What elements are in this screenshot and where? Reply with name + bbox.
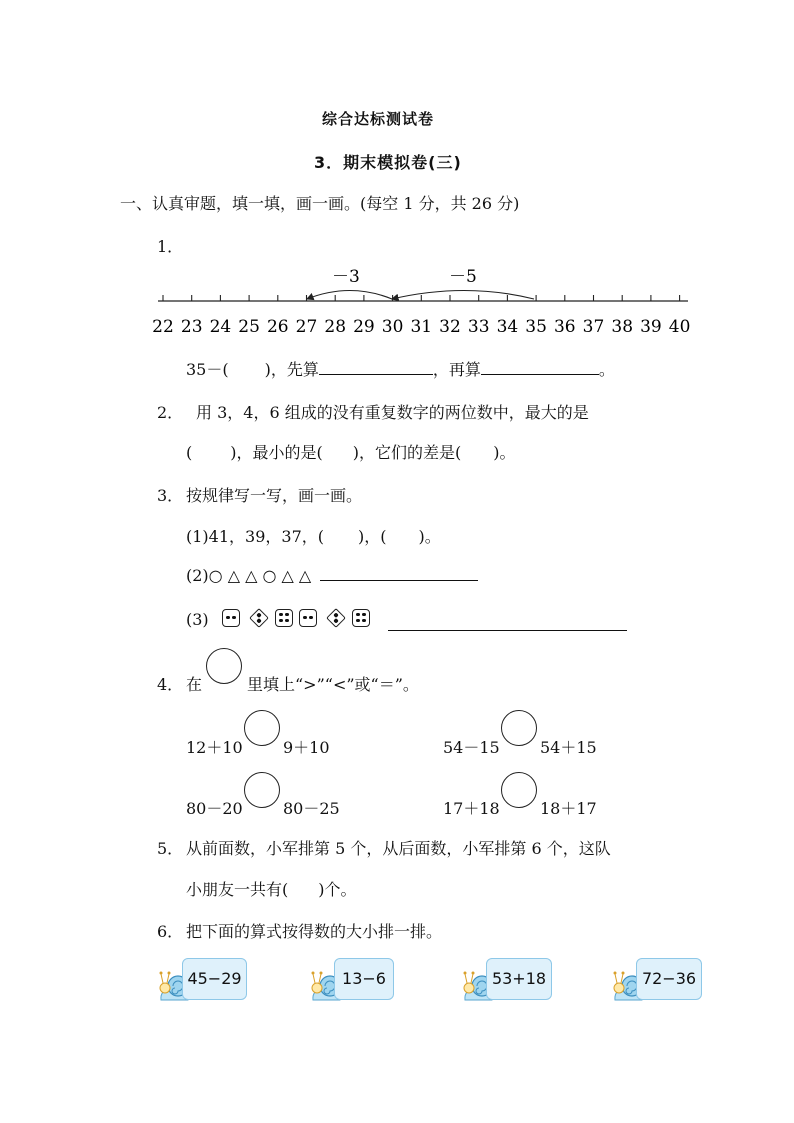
expression-card: 72−36 [636,958,702,1000]
q3-p1-text-b: )，( [358,527,387,546]
number-line-label: 28 [324,317,347,337]
q3-p2-answer-line[interactable] [320,579,478,581]
q5-text-a: 小朋友一共有( [186,880,289,899]
q1-underline-2[interactable] [481,373,599,375]
q1-text-b: )，先算 [264,360,319,379]
arc-label-minus-5: －5 [449,267,477,287]
q3-p1-text-c: )。 [418,527,441,546]
q4-text-b: 里填上“>”“<”或“＝”。 [247,675,419,694]
number-line-label: 33 [467,317,490,337]
number-line-label: 29 [353,317,375,337]
q4-item-3-right: 80－25 [283,799,340,818]
arc-minus-5 [392,291,534,300]
q5-text-b: )个。 [318,880,357,899]
q1-number: 1． [157,237,184,256]
q3-p3-answer-line[interactable] [388,630,627,631]
number-line-label: 25 [238,317,260,337]
number-line-label: 39 [640,317,662,337]
section-heading: 一、认真审题，填一填，画一画。(每空 1 分，共 26 分) [120,194,520,213]
number-line-label: 23 [180,317,203,337]
q3-part1 [186,524,441,547]
arc-minus-3 [307,291,392,300]
compare-circle-2[interactable] [501,710,537,746]
q3-p3-label: (3) [186,610,209,629]
q4-item-3-left: 80－20 [186,799,243,818]
q4-text-a: 在 [186,675,203,694]
number-line-label: 38 [611,317,634,337]
q2-line1: 用 3，4，6 组成的没有重复数字的两位数中，最大的是 [196,403,589,422]
dice-two-icon [299,609,317,627]
q2-line2 [186,440,516,463]
dice-diamond-icon [249,608,269,628]
q3-text: 按规律写一写，画一画。 [186,486,363,505]
q4-item-2-left: 54－15 [443,738,500,757]
q2-text-a: ( [186,443,193,462]
dice-four-icon [352,609,370,627]
number-line-label: 26 [266,317,289,337]
q1-text-c: ，再算 [432,360,481,379]
q1-underline-1[interactable] [319,373,433,375]
compare-circle-3[interactable] [244,772,280,808]
paper-subtitle: 3．期末模拟卷(三) [314,153,462,172]
q5-line2 [186,877,357,900]
compare-circle-1[interactable] [244,710,280,746]
dice-diamond-icon [326,608,346,628]
q5-number: 5． [157,839,184,858]
q3-p2-sequence: (2)○ △ △ ○ △ △ [186,566,312,585]
paper-title: 综合达标测试卷 [322,110,435,128]
q3-part2 [186,566,478,585]
q4-item-1-right: 9＋10 [283,738,330,757]
q4-item-4-right: 18＋17 [540,799,597,818]
q4-item-4-left: 17＋18 [443,799,500,818]
q4-item-1-left: 12＋10 [186,738,243,757]
number-line-label: 22 [152,317,174,337]
number-line-label: 31 [410,317,433,337]
number-line [150,262,710,342]
q3-number: 3． [157,486,184,505]
compare-circle-4[interactable] [501,772,537,808]
number-line-label: 40 [668,317,691,337]
number-line-label: 34 [496,317,519,337]
q3-p1-text-a: (1)41，39，37，( [186,527,324,546]
number-line-label: 37 [582,317,605,337]
q2-number: 2． [157,403,184,422]
expression-card: 13−6 [334,958,394,1000]
dice-sequence [222,607,376,627]
number-line-label: 36 [553,317,576,337]
q4-number: 4． [157,675,184,694]
q2-text-b: )，最小的是( [230,443,323,462]
number-line-label: 27 [295,317,318,337]
expression-card: 45−29 [182,958,247,1000]
q1-text-a: 35－( [186,360,229,379]
q2-text-d: )。 [493,443,516,462]
dice-four-icon [275,609,293,627]
q3-part3 [186,610,209,629]
q6-number: 6． [157,922,184,941]
q2-text-c: )，它们的差是( [352,443,462,462]
q5-line1: 从前面数，小军排第 5 个，从后面数，小军排第 6 个，这队 [186,839,611,858]
q1-fill-line [186,357,615,380]
number-line-label: 30 [381,317,404,337]
compare-circle-example [206,648,242,684]
number-line-label: 32 [439,317,461,337]
number-line-label: 24 [209,317,232,337]
expression-card: 53+18 [486,958,552,1000]
number-line-label: 35 [525,317,547,337]
q6-text: 把下面的算式按得数的大小排一排。 [186,922,443,941]
q4-item-2-right: 54＋15 [540,738,597,757]
dice-two-icon [222,609,240,627]
q1-text-d: 。 [598,360,615,379]
arc-label-minus-3: －3 [332,267,360,287]
